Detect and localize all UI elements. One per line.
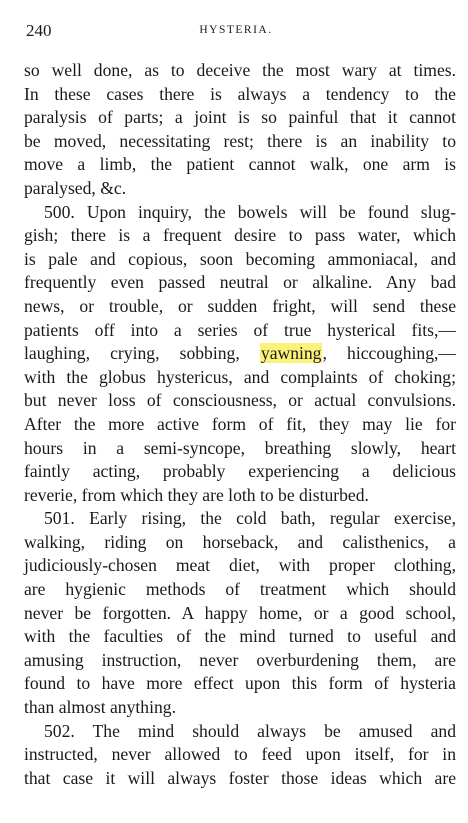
text-line: 500. Upon inquiry, the bowels will be found slug- bbox=[44, 201, 456, 222]
text-line: with the globus hystericus, and complaints of choking; bbox=[24, 366, 456, 387]
text-line: hours in a semi-syncope, breathing slowly, heart bbox=[24, 437, 456, 458]
text-line: but never loss of consciousness, or actual convulsions. bbox=[24, 390, 456, 411]
text-line: so well done, as to deceive the most wary at times. bbox=[24, 60, 456, 80]
text-line bbox=[24, 342, 456, 366]
page-header bbox=[26, 21, 446, 43]
text-line: faintly acting, probably experiencing a delicious bbox=[24, 461, 456, 482]
text-line: reverie, from which they are loth to be disturbed. bbox=[24, 484, 369, 505]
text-line: 501. Early rising, the cold bath, regular exercise, bbox=[44, 508, 456, 529]
highlighted-word: yawning bbox=[260, 343, 322, 364]
text-line: frequently even passed neutral or alkaline. Any bad bbox=[24, 272, 456, 293]
text-line: judiciously-chosen meat diet, with proper clothing, bbox=[24, 555, 456, 576]
text-line: paralysis of parts; a joint is so painful that it cannot bbox=[24, 107, 456, 128]
text-line: After the more active form of fit, they may lie for bbox=[24, 413, 456, 434]
text-segment: laughing, crying, sobbing, bbox=[24, 343, 260, 364]
text-line: In these cases there is always a tendency to the bbox=[24, 83, 456, 104]
text-line: patients off into a series of true hysterical fits,— bbox=[24, 319, 456, 340]
text-line: 502. The mind should always be amused and bbox=[44, 720, 456, 741]
text-line: found to have more effect upon this form of hysteria bbox=[24, 673, 456, 694]
body-text bbox=[24, 59, 456, 790]
text-line: gish; there is a frequent desire to pass water, which bbox=[24, 225, 456, 246]
text-line: never be forgotten. A happy home, or a good school, bbox=[24, 602, 456, 623]
text-segment: , hiccoughing,— bbox=[322, 343, 456, 364]
text-line: be moved, necessitating rest; there is an inability to bbox=[24, 130, 456, 151]
text-line: move a limb, the patient cannot walk, one arm is bbox=[24, 154, 456, 175]
running-title: HYSTERIA. bbox=[199, 24, 273, 36]
text-line: walking, riding on horseback, and calisthenics, a bbox=[24, 531, 456, 552]
text-line: news, or trouble, or sudden fright, will send these bbox=[24, 295, 456, 316]
text-line: paralysed, &c. bbox=[24, 177, 127, 198]
text-line: with the faculties of the mind turned to useful and bbox=[24, 626, 456, 647]
text-line: is pale and copious, soon becoming ammoniacal, and bbox=[24, 248, 456, 269]
text-line: amusing instruction, never overburdening them, are bbox=[24, 649, 456, 670]
text-line: instructed, never allowed to feed upon itself, for in bbox=[24, 744, 456, 765]
page-number: 240 bbox=[26, 21, 52, 40]
text-line: than almost anything. bbox=[24, 697, 176, 718]
text-line: that case it will always foster those ideas which are bbox=[24, 767, 456, 788]
text-line: are hygienic methods of treatment which should bbox=[24, 579, 456, 600]
